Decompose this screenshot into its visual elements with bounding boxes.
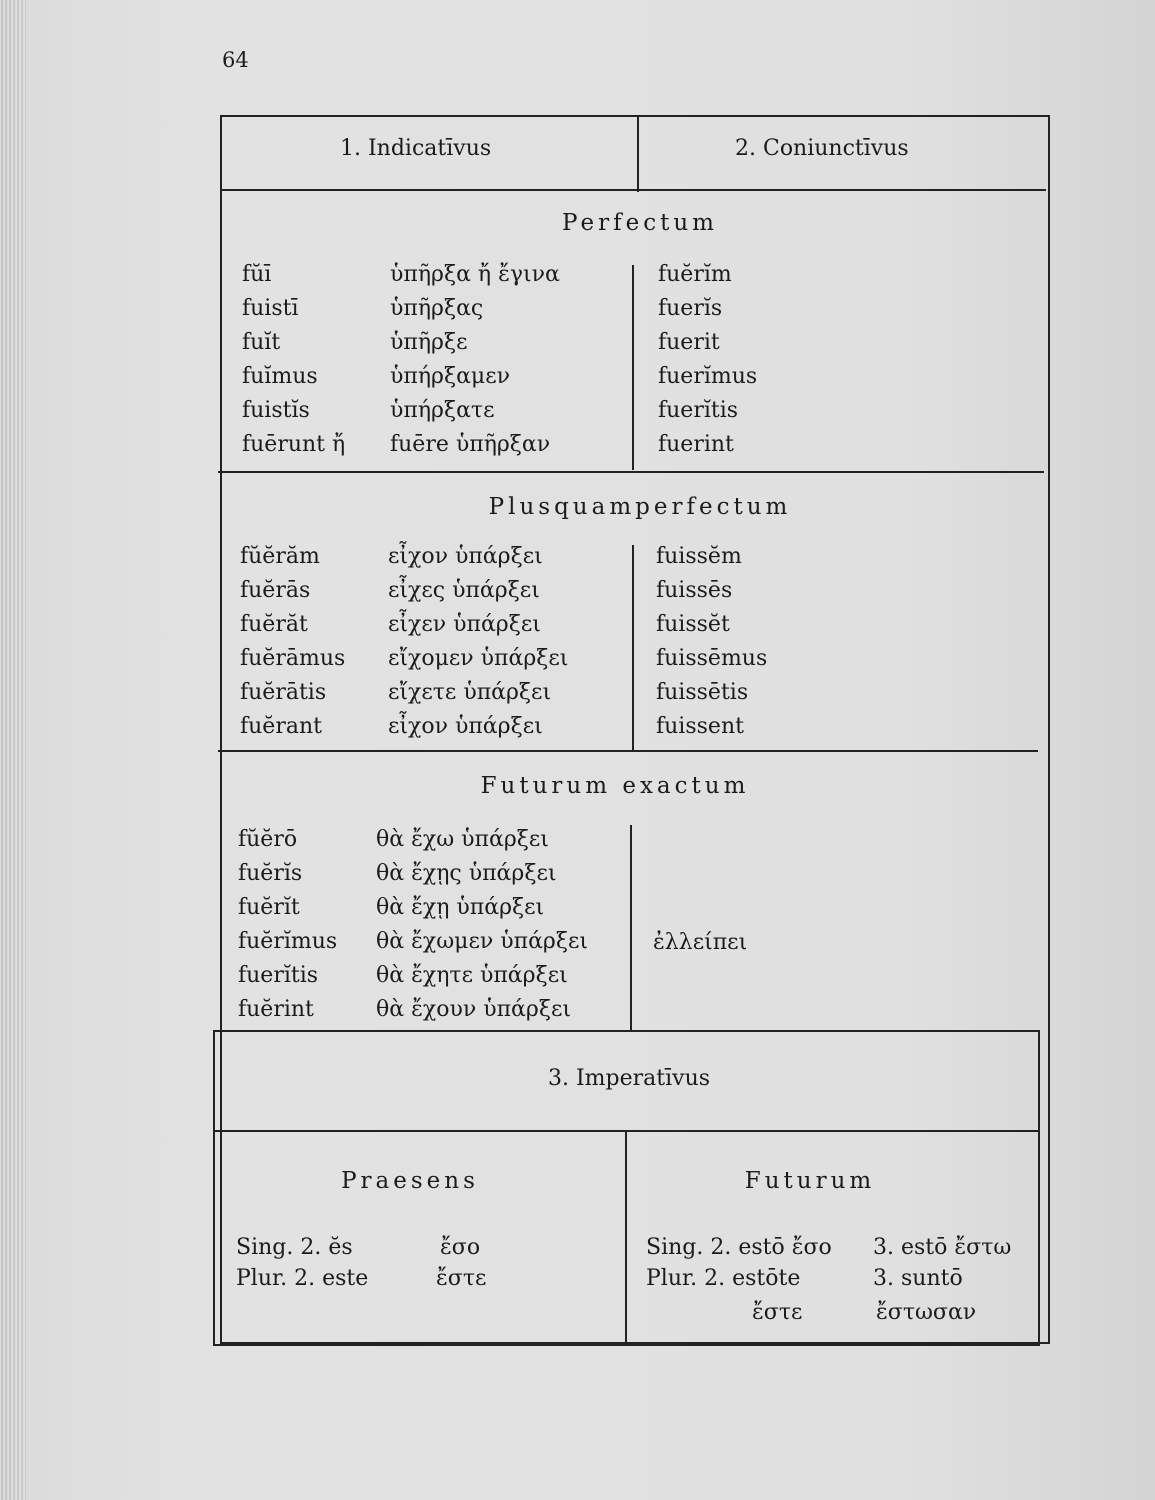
header-indicative: 1. Indicatīvus xyxy=(340,136,492,161)
list-item: fuĭmus xyxy=(242,364,318,389)
futurum-plur-2-greek: ἔστε xyxy=(752,1300,803,1325)
list-item: fŭĕrō xyxy=(238,827,298,852)
list-item: ὑπήρξαμεν xyxy=(390,364,510,389)
praesens-title: Praesens xyxy=(341,1168,479,1194)
list-item: θὰ ἔχῃς ὑπάρξει xyxy=(376,861,557,886)
plusquamperfectum-greek-column xyxy=(388,540,568,744)
list-item: ὑπῆρξα ἤ ἔγινα xyxy=(390,262,560,287)
list-item: fuĕrātis xyxy=(240,680,327,705)
futurum-plur-2: Plur. 2. estōte xyxy=(646,1266,801,1291)
list-item: fŭĕrăm xyxy=(240,544,320,569)
list-item: ὑπήρξατε xyxy=(390,398,495,423)
plusquamperfectum-conjunctive-column xyxy=(656,540,767,744)
list-item: εἶχον ὑπάρξει xyxy=(388,714,543,739)
list-item: fuerĭtis xyxy=(238,963,319,988)
plusquamperfectum-divider xyxy=(632,545,634,750)
list-item: fuĕrăt xyxy=(240,612,308,637)
list-item: fuissētis xyxy=(656,680,749,705)
list-item: fuistī xyxy=(242,296,299,321)
list-item: εἶχες ὑπάρξει xyxy=(388,578,540,603)
list-item: θὰ ἔχουν ὑπάρξει xyxy=(376,997,571,1022)
imperative-divider xyxy=(625,1132,627,1342)
list-item: fuĕrĭs xyxy=(238,861,303,886)
praesens-plur-greek: ἔστε xyxy=(436,1266,487,1291)
list-item: fuerĭmus xyxy=(658,364,758,389)
page-number: 64 xyxy=(222,48,249,72)
praesens-sing-greek: ἔσο xyxy=(440,1235,481,1260)
list-item: fuerint xyxy=(658,432,734,457)
list-item: θὰ ἔχῃ ὑπάρξει xyxy=(376,895,545,920)
perfectum-latin-column xyxy=(242,258,345,462)
page-edge xyxy=(0,0,26,1500)
list-item: εἴχετε ὑπάρξει xyxy=(388,680,552,705)
futurum-plur-3: 3. suntō xyxy=(873,1266,963,1291)
list-item: fuissēs xyxy=(656,578,733,603)
list-item: fuissent xyxy=(656,714,744,739)
list-item: θὰ ἔχωμεν ὑπάρξει xyxy=(376,929,588,954)
list-item: fuĕrĭm xyxy=(658,262,732,287)
list-item: fuĕrāmus xyxy=(240,646,346,671)
list-item: fuerĭtis xyxy=(658,398,739,423)
list-item: fuĭt xyxy=(242,330,281,355)
futurum-plur-3-greek: ἔστωσαν xyxy=(876,1300,977,1325)
list-item: fuēre ὑπῆρξαν xyxy=(390,432,551,457)
perfectum-conjunctive-column xyxy=(658,258,757,462)
futurum-sing-2: Sing. 2. estō ἔσο xyxy=(646,1235,832,1260)
list-item: θὰ ἔχητε ὑπάρξει xyxy=(376,963,568,988)
section-title-futurum-exactum: Futurum exactum xyxy=(480,773,750,799)
perfectum-divider xyxy=(632,265,634,470)
futurum-exactum-divider xyxy=(630,825,632,1031)
list-item: fuĕrās xyxy=(240,578,311,603)
header-divider xyxy=(637,117,639,192)
list-item: fuĕrant xyxy=(240,714,322,739)
praesens-plur-label: Plur. 2. este xyxy=(236,1266,369,1291)
section-title-perfectum: Perfectum xyxy=(562,210,718,236)
header-rule xyxy=(222,189,1046,191)
section-title-plusquamperfectum: Plusquamperfectum xyxy=(488,494,792,520)
list-item: fuissĕt xyxy=(656,612,730,637)
list-item: θὰ ἔχω ὑπάρξει xyxy=(376,827,549,852)
imperative-title: 3. Imperatīvus xyxy=(548,1066,711,1091)
futurum-sing-3: 3. estō ἔστω xyxy=(873,1235,1012,1260)
praesens-sing-label: Sing. 2. ĕs xyxy=(236,1235,353,1260)
list-item: ὑπῆρξε xyxy=(390,330,468,355)
list-item: fuissĕm xyxy=(656,544,742,569)
list-item: fuistĭs xyxy=(242,398,310,423)
futurum-title: Futurum xyxy=(744,1168,876,1194)
list-item: fuerit xyxy=(658,330,720,355)
list-item: ὑπῆρξας xyxy=(390,296,484,321)
list-item: fuissēmus xyxy=(656,646,768,671)
futurum-exactum-conjunctive-note: ἐλλείπει xyxy=(653,930,748,955)
plusquamperfectum-rule xyxy=(218,750,1038,752)
list-item: fŭī xyxy=(242,262,272,287)
list-item: fuerĭs xyxy=(658,296,723,321)
futurum-exactum-latin-column xyxy=(238,823,337,1027)
list-item: fuĕrint xyxy=(238,997,314,1022)
perfectum-greek-column xyxy=(390,258,560,462)
list-item: fuērunt ἤ xyxy=(242,432,346,457)
futurum-exactum-greek-column xyxy=(376,823,588,1027)
list-item: εἴχομεν ὑπάρξει xyxy=(388,646,569,671)
list-item: εἶχεν ὑπάρξει xyxy=(388,612,541,637)
header-conjunctive: 2. Coniunctīvus xyxy=(735,136,909,161)
list-item: fuĕrĭmus xyxy=(238,929,338,954)
plusquamperfectum-latin-column xyxy=(240,540,345,744)
perfectum-rule xyxy=(218,471,1044,473)
list-item: εἶχον ὑπάρξει xyxy=(388,544,543,569)
list-item: fuĕrĭt xyxy=(238,895,300,920)
